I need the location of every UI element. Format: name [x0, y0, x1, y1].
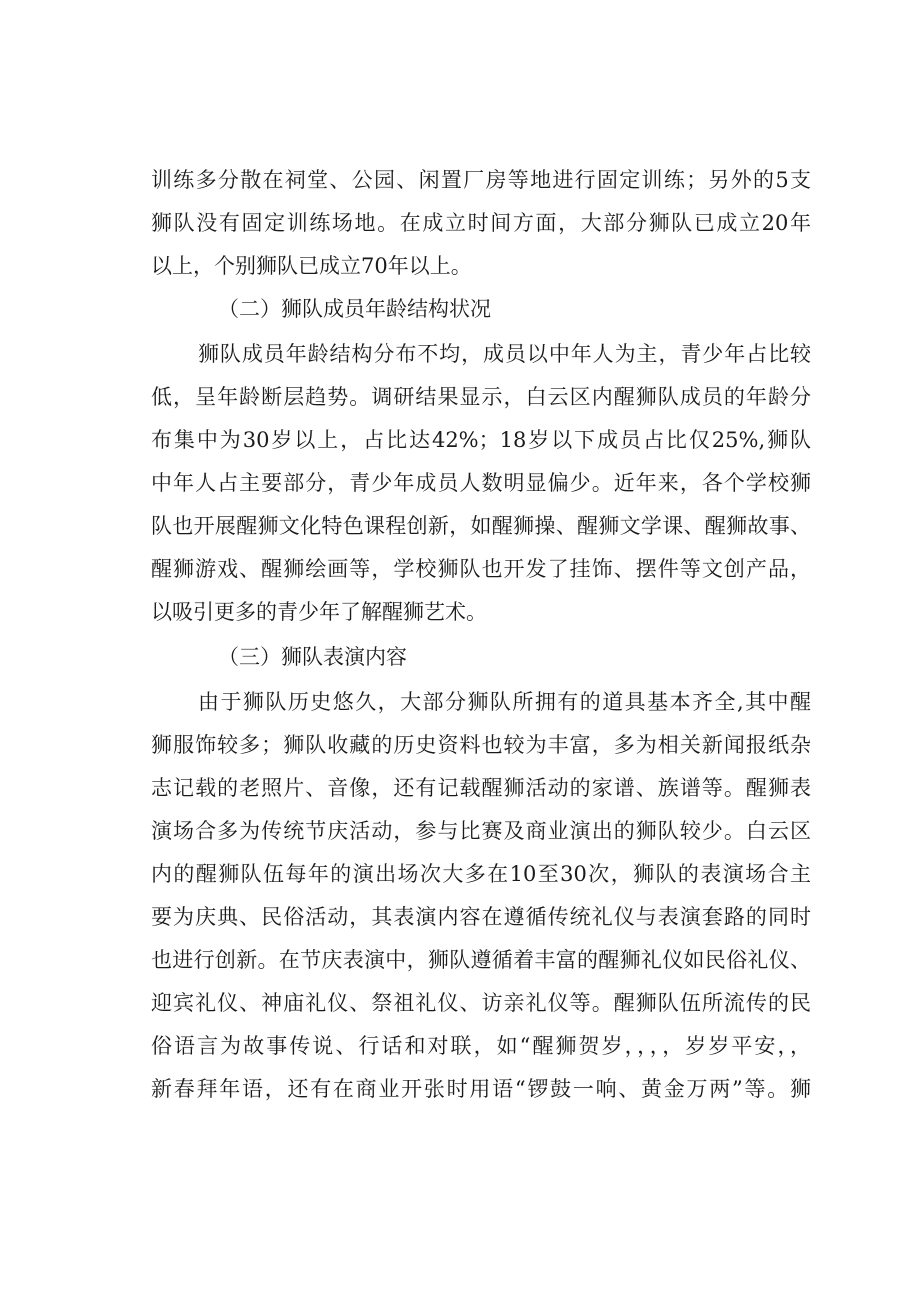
section-heading: （三）狮队表演内容	[218, 645, 407, 669]
paragraph-line: 中年人占主要部分，青少年成员人数明显偏少。近年来，各个学校狮	[151, 471, 811, 495]
section-heading: （二）狮队成员年龄结构状况	[218, 297, 491, 321]
paragraph-line: 队也开展醒狮文化特色课程创新，如醒狮操、醒狮文学课、醒狮故事、	[151, 514, 811, 538]
paragraph-line: 低，呈年龄断层趋势。调研结果显示，白云区内醒狮队成员的年龄分	[151, 385, 811, 409]
paragraph-line: 狮队没有固定训练场地。在成立时间方面，大部分狮队已成立20年	[151, 211, 811, 235]
paragraph-line: 狮队成员年龄结构分布不均，成员以中年人为主，青少年占比较	[198, 342, 811, 366]
paragraph-line: 内的醒狮队伍每年的演出场次大多在10至30次，狮队的表演场合主	[151, 862, 811, 886]
paragraph-line: 要为庆典、民俗活动，其表演内容在遵循传统礼仪与表演套路的同时	[151, 905, 811, 929]
paragraph-line: 演场合多为传统节庆活动，参与比赛及商业演出的狮队较少。白云区	[151, 819, 811, 843]
paragraph-line: 志记载的老照片、音像，还有记载醒狮活动的家谱、族谱等。醒狮表	[151, 776, 811, 800]
paragraph-line: 迎宾礼仪、神庙礼仪、祭祖礼仪、访亲礼仪等。醒狮队伍所流传的民	[151, 991, 811, 1015]
paragraph-line: 以吸引更多的青少年了解醒狮艺术。	[151, 600, 487, 624]
paragraph-line: 训练多分散在祠堂、公园、闲置厂房等地进行固定训练；另外的5支	[151, 168, 811, 192]
paragraph-line: 以上，个别狮队已成立70年以上。	[151, 254, 472, 278]
paragraph-line: 也进行创新。在节庆表演中，狮队遵循着丰富的醒狮礼仪如民俗礼仪、	[151, 948, 811, 972]
paragraph-line: 醒狮游戏、醒狮绘画等，学校狮队也开发了挂饰、摆件等文创产品，	[151, 557, 811, 581]
paragraph-line: 布集中为30岁以上，占比达42%；18岁以下成员占比仅25%,狮队	[151, 428, 811, 452]
paragraph-line: 俗语言为故事传说、行话和对联，如“醒狮贺岁，，，，岁岁平安，，	[151, 1034, 811, 1058]
paragraph-line: 新春拜年语，还有在商业开张时用语“锣鼓一响、黄金万两”等。狮	[151, 1077, 811, 1101]
paragraph-line: 狮服饰较多；狮队收藏的历史资料也较为丰富，多为相关新闻报纸杂	[151, 733, 811, 757]
paragraph-line: 由于狮队历史悠久，大部分狮队所拥有的道具基本齐全,其中醒	[198, 690, 811, 714]
